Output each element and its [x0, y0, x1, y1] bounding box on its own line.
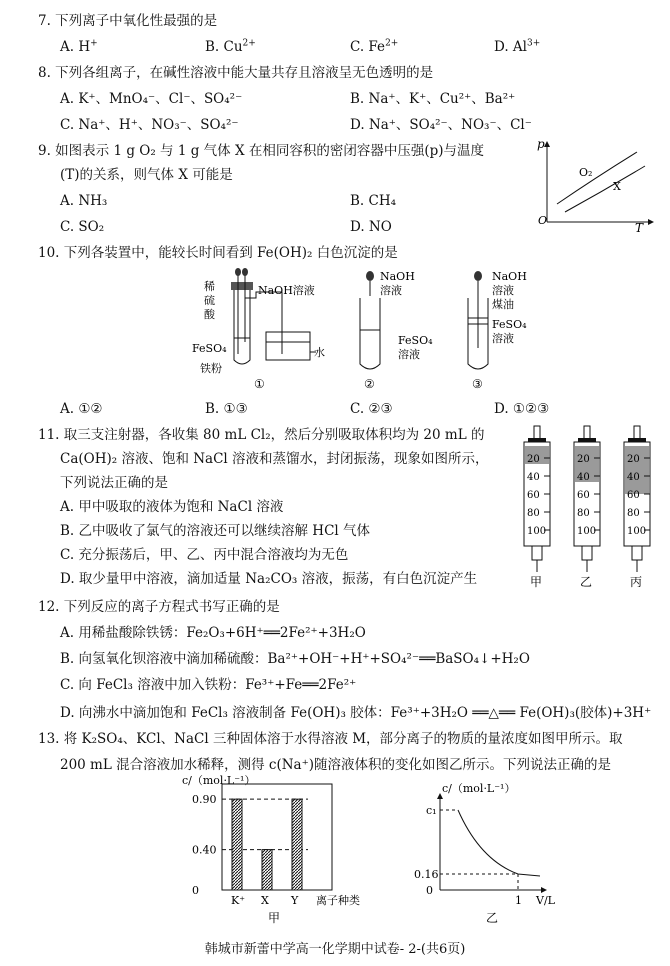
chart-yi-xlabel: V/L: [536, 894, 555, 907]
svg-text:铁粉: 铁粉: [200, 362, 222, 375]
tick-label-3-1: 40: [627, 472, 640, 483]
chart-jia-xtick-0: K⁺: [231, 894, 246, 907]
svg-text:溶液: 溶液: [398, 348, 420, 361]
plunger-head-2: [578, 438, 596, 442]
p-label: p: [537, 137, 545, 151]
q9-option-c: C. SO₂: [60, 219, 105, 235]
svg-text:②: ②: [364, 377, 375, 391]
q11-syringes-figure: [518, 424, 666, 594]
q11-stem-1: 11. 取三支注射器，各收集 80 mL Cl₂，然后分别吸取体积均为 20 mL 的: [38, 427, 485, 443]
syringe-label-1: 甲: [530, 575, 543, 589]
nozzle-1: [532, 546, 542, 560]
apparatus-3: [468, 270, 527, 391]
chart-jia-ytick-0: 0.90: [192, 793, 217, 807]
q11-option-c: C. 充分振荡后，甲、乙、丙中混合溶液均为无色: [60, 547, 349, 563]
svg-text:溶液: 溶液: [492, 284, 514, 297]
q13-stem-2: 200 mL 混合溶液加水稀释，测得 c(Na⁺)随溶液体积的变化如图乙所示。下列说法正确的是: [60, 757, 611, 773]
q11-option-a: A. 甲中吸取的液体为饱和 NaCl 溶液: [60, 499, 284, 515]
page-footer: 韩城市新蕾中学高一化学期中试卷- 2-(共6页): [204, 942, 466, 957]
chart-jia-xtick-1: X: [261, 894, 269, 907]
q11-option-d: D. 取少量甲中溶液，滴加适量 Na₂CO₃ 溶液，振荡，有白色沉淀产生: [60, 571, 478, 587]
apparatus-1: [192, 268, 325, 391]
q9-option-a: A. NH₃: [60, 193, 108, 209]
chart-jia-xtick-2: Y: [291, 894, 299, 907]
chart-jia-ylabel: c/（mol·L⁻¹）: [182, 774, 256, 787]
q10-option-a: A. ①②: [60, 401, 103, 417]
chart-jia-xlabel: 离子种类: [316, 894, 360, 907]
q7-option-d: D. $Al^{3+}$: [494, 38, 541, 55]
chart-yi-ytick-0: c₁: [426, 804, 437, 817]
tick-label-3-2: 60: [627, 490, 640, 501]
q10-option-b: B. ①③: [205, 401, 248, 417]
tick-label-1-2: 60: [527, 490, 540, 501]
t-label: T: [635, 221, 644, 235]
svg-text:③: ③: [472, 377, 483, 391]
q7-option-b: B. $Cu^{2+}$: [205, 38, 256, 55]
svg-text:①: ①: [254, 377, 265, 391]
svg-text:煤油: 煤油: [492, 298, 514, 311]
q13-stem-1: 13. 将 K₂SO₄、KCl、NaCl 三种固体溶于水得溶液 M，部分离子的物质的量浓度如图甲所示。取: [38, 731, 623, 747]
q12-stem: 12. 下列反应的离子方程式书写正确的是: [38, 599, 280, 615]
nozzle-3: [632, 546, 642, 560]
syringe-label-3: 丙: [630, 575, 643, 589]
q8-option-a: A. K⁺、MnO₄⁻、Cl⁻、SO₄²⁻: [60, 91, 243, 107]
svg-text:水: 水: [314, 346, 325, 359]
q10-option-c: C. ②③: [350, 401, 393, 417]
tick-label-1-3: 80: [527, 508, 540, 519]
plunger-head-1: [528, 438, 546, 442]
q12-option-d: D. 向沸水中滴加饱和 FeCl₃ 溶液制备 Fe(OH)₃ 胶体：Fe³⁺+3H₂O ══△══ Fe(OH)₃(胶体)+3H⁺: [60, 705, 652, 721]
chart-yi-ylabel: c/（mol·L⁻¹）: [442, 782, 516, 795]
tick-label-2-2: 60: [577, 490, 590, 501]
tick-label-1-1: 40: [527, 472, 540, 483]
syringe-1: [524, 426, 550, 589]
tick-label-2-1: 40: [577, 472, 590, 483]
chart-yi-caption: 乙: [486, 911, 499, 925]
q8-option-d: D. Na⁺、SO₄²⁻、NO₃⁻、Cl⁻: [350, 117, 532, 133]
q9-pt-graph: [535, 136, 660, 234]
q8-stem: 8. 下列各组离子，在碱性溶液中能大量共存且溶液呈无色透明的是: [38, 65, 434, 81]
chart-jia-bar-1: [262, 850, 272, 890]
svg-text:FeSO₄: FeSO₄: [398, 334, 433, 347]
syringe-3: [624, 426, 650, 589]
q11-stem-2: Ca(OH)₂ 溶液、饱和 NaCl 溶液和蒸馏水，封闭振荡，现象如图所示，: [60, 451, 489, 467]
plunger-head-3: [628, 438, 646, 442]
tick-label-3-4: 100: [627, 526, 647, 537]
svg-text:NaOH: NaOH: [492, 270, 527, 283]
tick-label-2-4: 100: [577, 526, 597, 537]
svg-text:FeSO₄: FeSO₄: [492, 318, 527, 331]
x-curve: [565, 166, 645, 212]
apparatus-2: [360, 270, 433, 391]
q11-stem-3: 下列说法正确的是: [60, 475, 168, 491]
svg-text:NaOH: NaOH: [380, 270, 415, 283]
chart-jia-caption: 甲: [268, 911, 281, 925]
q12-option-a: A. 用稀盐酸除铁锈：Fe₂O₃+6H⁺══2Fe²⁺+3H₂O: [60, 625, 366, 641]
tick-label-2-0: 20: [577, 454, 590, 465]
chart-jia-bar-0: [232, 799, 242, 890]
nozzle-2: [582, 546, 592, 560]
q9-option-d: D. NO: [350, 219, 392, 235]
q7-option-a: A. H+: [60, 38, 98, 55]
chart-jia-ytick-1: 0.40: [192, 843, 217, 857]
q10-stem: 10. 下列各装置中，能较长时间看到 Fe(OH)₂ 白色沉淀的是: [38, 245, 398, 261]
plunger-1: [534, 426, 540, 440]
chart-yi-xtick-0: 1: [515, 894, 522, 907]
chart-yi: [412, 782, 555, 930]
chart-jia-ytick-2: 0: [192, 884, 199, 897]
q10-apparatus-figure: [190, 268, 560, 398]
q11-option-b: B. 乙中吸收了氯气的溶液还可以继续溶解 HCl 气体: [60, 523, 371, 539]
tick-label-1-0: 20: [527, 454, 540, 465]
tick-label-3-0: 20: [627, 454, 640, 465]
chart-yi-ytick-2: 0: [426, 884, 433, 897]
q12-option-c: C. 向 FeCl₃ 溶液中加入铁粉：Fe³⁺+Fe══2Fe²⁺: [60, 677, 357, 693]
q9-option-b: B. CH₄: [350, 193, 397, 209]
svg-text:稀: 稀: [204, 280, 215, 293]
chart-yi-ytick-1: 0.16: [414, 868, 439, 881]
chart-jia-bar-2: [292, 799, 302, 890]
origin-label: O: [538, 214, 548, 227]
x-label: X: [613, 180, 621, 193]
chart-jia: [178, 772, 378, 930]
svg-text:硫: 硫: [204, 294, 215, 307]
q8-option-c: C. Na⁺、H⁺、NO₃⁻、SO₄²⁻: [60, 117, 239, 133]
q10-option-d: D. ①②③: [494, 401, 550, 417]
q9-stem-1: 9. 如图表示 1 g O₂ 与 1 g 气体 X 在相同容积的密闭容器中压强(p)与温度: [38, 143, 485, 159]
plunger-2: [584, 426, 590, 440]
q8-option-b: B. Na⁺、K⁺、Cu²⁺、Ba²⁺: [350, 91, 516, 107]
svg-text:FeSO₄: FeSO₄: [192, 342, 227, 355]
tick-label-3-3: 80: [627, 508, 640, 519]
syringe-2: [574, 426, 600, 589]
tick-label-2-3: 80: [577, 508, 590, 519]
svg-text:溶液: 溶液: [380, 284, 402, 297]
q12-option-b: B. 向氢氧化钡溶液中滴加稀硫酸：Ba²⁺+OH⁻+H⁺+SO₄²⁻══BaSO₄↓+H₂O: [60, 651, 530, 667]
svg-text:溶液: 溶液: [492, 332, 514, 345]
chart-yi-curve: [458, 810, 540, 876]
svg-text:NaOH溶液: NaOH溶液: [258, 284, 315, 297]
q7-stem: 7. 下列离子中氧化性最强的是: [38, 13, 218, 29]
svg-text:酸: 酸: [204, 308, 215, 321]
syringe-label-2: 乙: [580, 575, 593, 589]
tick-label-1-4: 100: [527, 526, 547, 537]
o2-label: O₂: [579, 166, 593, 179]
q9-stem-2: (T)的关系，则气体 X 可能是: [60, 167, 233, 183]
q7-option-c: C. $Fe^{2+}$: [350, 38, 399, 55]
plunger-3: [634, 426, 640, 440]
